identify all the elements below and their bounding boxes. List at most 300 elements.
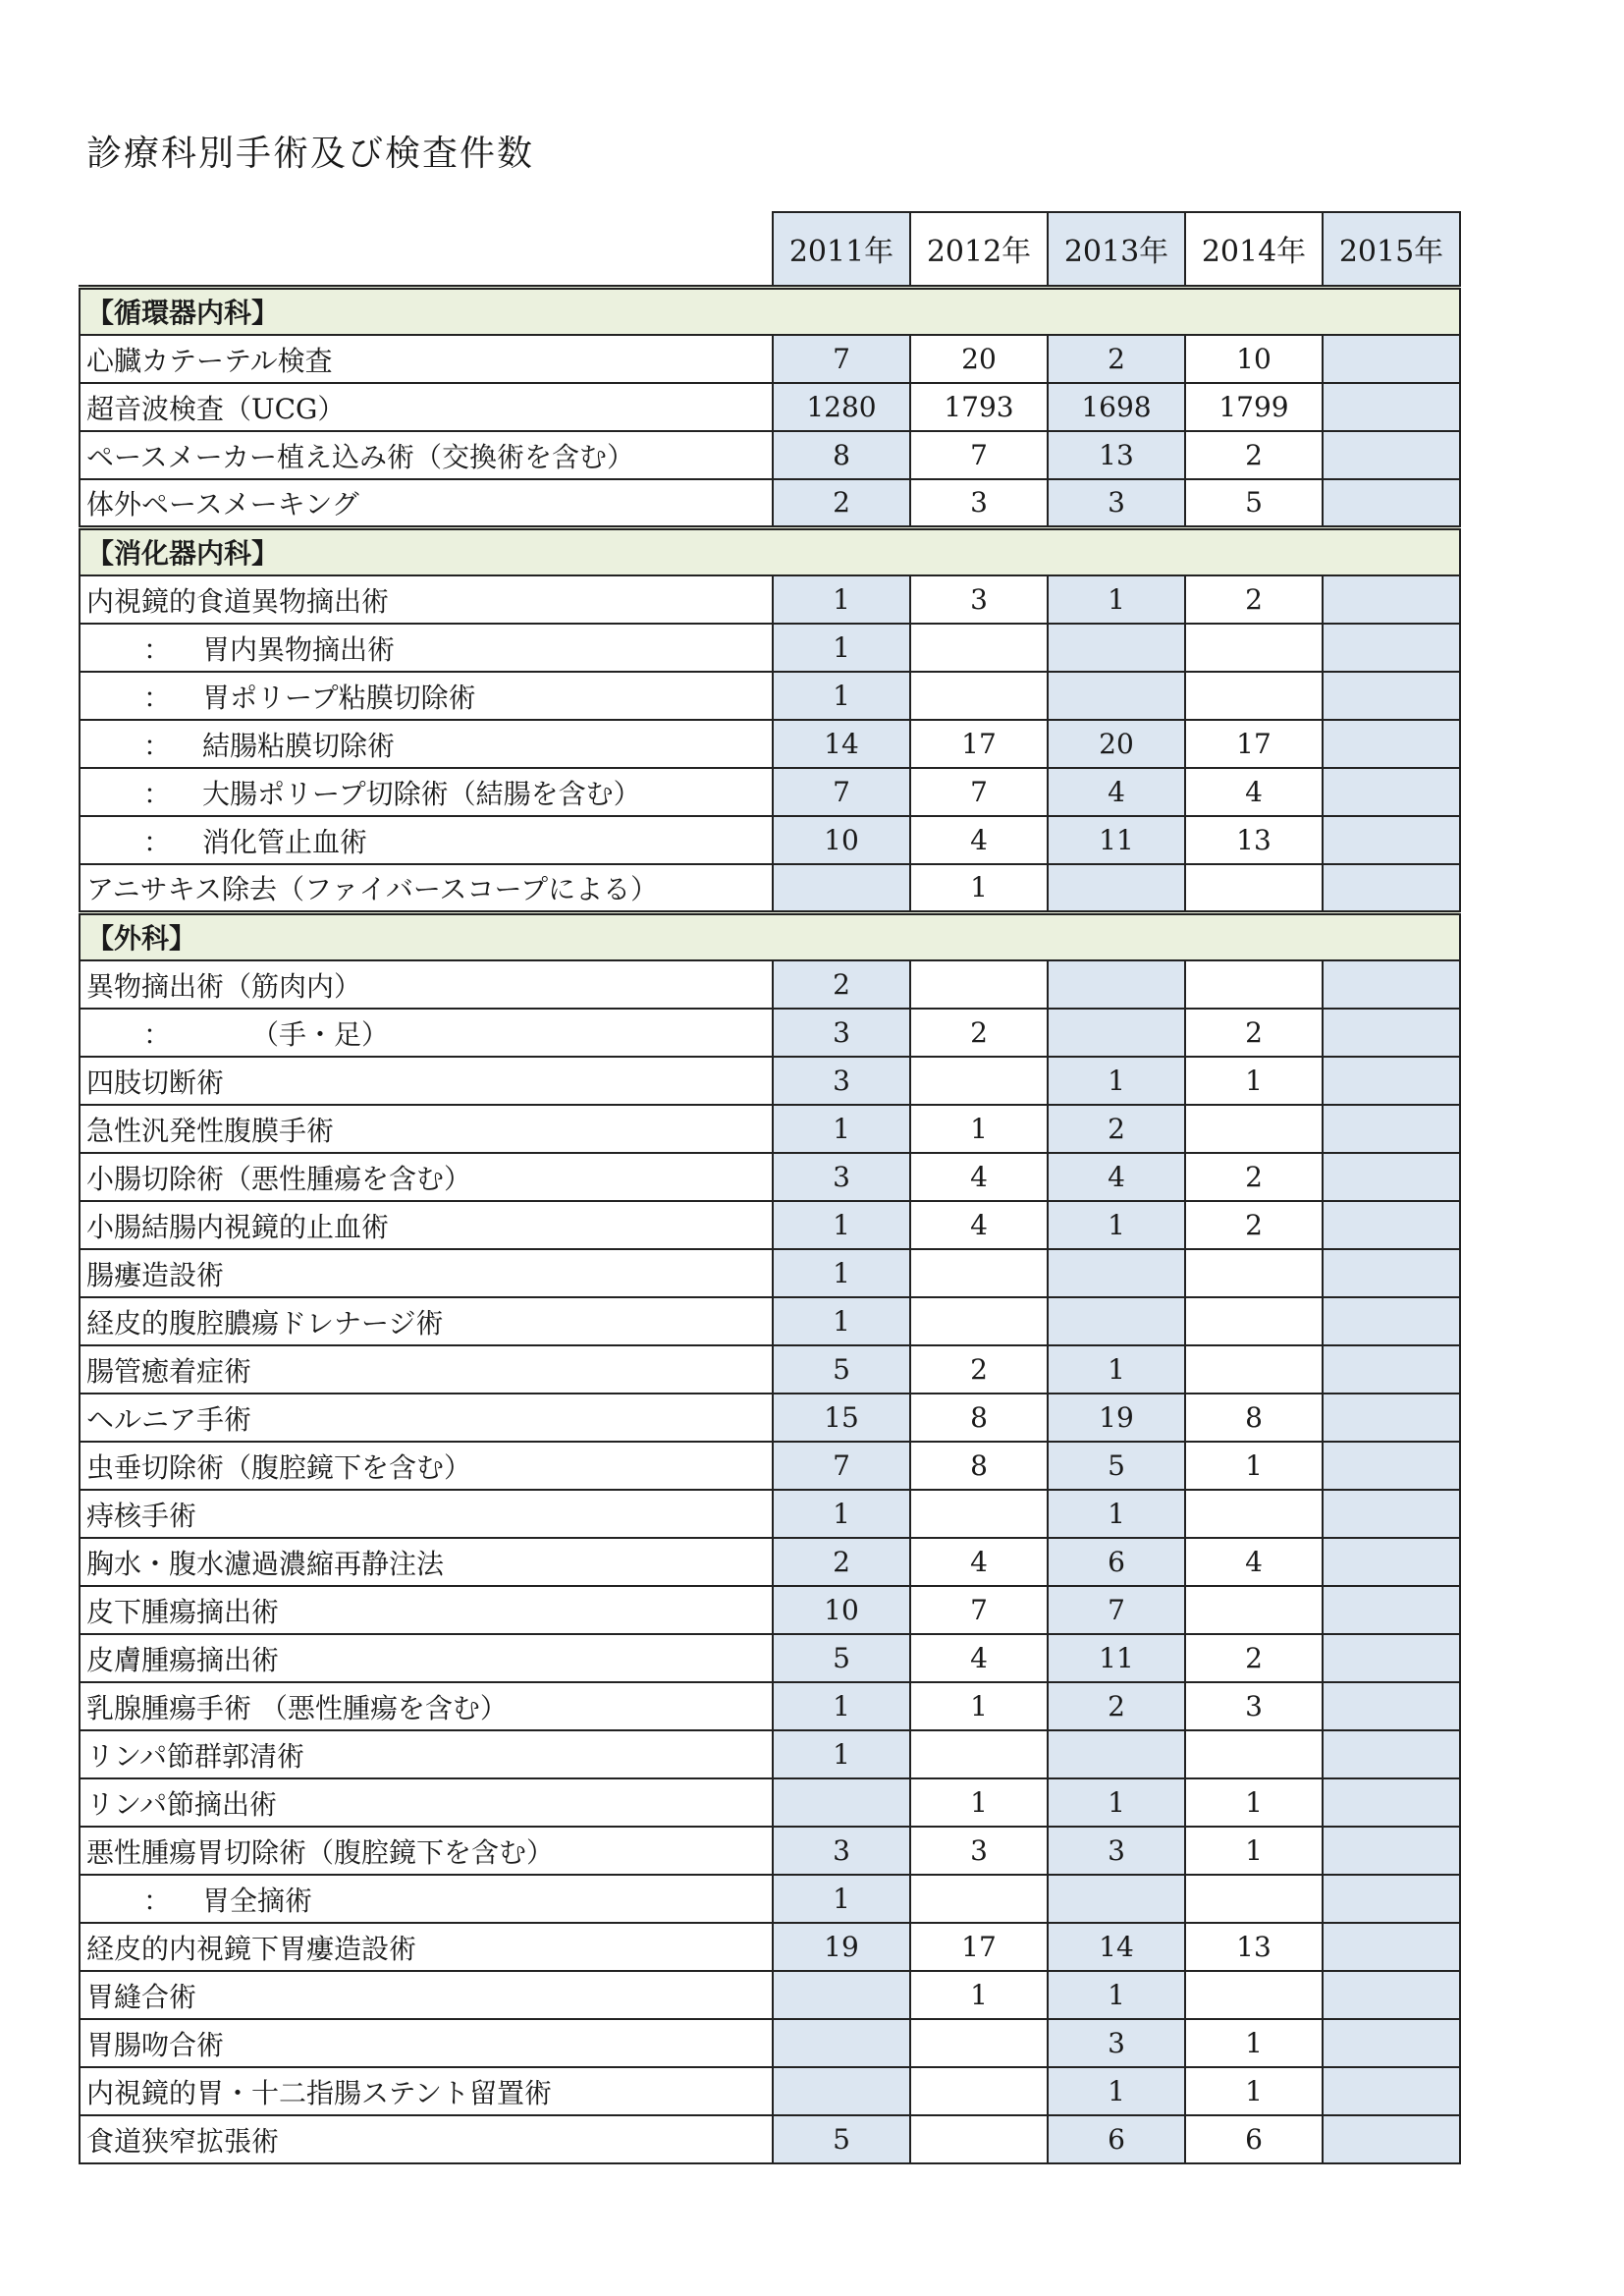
row-label bbox=[80, 1442, 773, 1490]
row-label bbox=[80, 1538, 773, 1586]
table-row bbox=[80, 1394, 1460, 1442]
count-cell: 7 bbox=[910, 1586, 1048, 1634]
row-label bbox=[80, 1923, 773, 1971]
count-cell bbox=[1323, 479, 1460, 527]
table-row bbox=[80, 1634, 1460, 1682]
row-label-text: （手・足） bbox=[251, 1017, 390, 1051]
count-cell bbox=[1323, 1634, 1460, 1682]
count-cell: 1 bbox=[1048, 1057, 1185, 1105]
table-row bbox=[80, 1057, 1460, 1105]
count-cell bbox=[1323, 672, 1460, 720]
row-label bbox=[80, 1153, 773, 1201]
page-title: 診療科別手術及び検査件数 bbox=[86, 134, 535, 174]
count-cell bbox=[1185, 1105, 1323, 1153]
count-cell: 3 bbox=[910, 575, 1048, 624]
row-label-text: 体外ペースメーキング bbox=[86, 487, 359, 520]
count-cell: 1 bbox=[910, 1971, 1048, 2019]
sub-item-marker: ： bbox=[143, 729, 172, 762]
count-cell bbox=[910, 1875, 1048, 1923]
count-cell: 2 bbox=[1185, 431, 1323, 479]
count-cell bbox=[1323, 431, 1460, 479]
count-cell: 2 bbox=[1185, 1153, 1323, 1201]
count-cell: 1698 bbox=[1048, 383, 1185, 431]
row-label bbox=[80, 1682, 773, 1730]
count-cell: 3 bbox=[910, 1827, 1048, 1875]
count-cell bbox=[1323, 1345, 1460, 1394]
count-cell bbox=[910, 624, 1048, 672]
row-label bbox=[80, 575, 773, 624]
row-label-text: 四肢切断術 bbox=[86, 1066, 225, 1099]
section-heading: 【外科】 bbox=[80, 912, 1460, 960]
row-label-text: 急性汎発性腹膜手術 bbox=[86, 1114, 335, 1147]
row-label bbox=[80, 383, 773, 431]
count-cell: 3 bbox=[773, 1009, 910, 1057]
count-cell: 4 bbox=[910, 1153, 1048, 1201]
section-row bbox=[80, 287, 1460, 335]
count-cell: 1 bbox=[1048, 1778, 1185, 1827]
count-cell: 1 bbox=[773, 672, 910, 720]
count-cell: 7 bbox=[773, 1442, 910, 1490]
row-label bbox=[80, 2019, 773, 2067]
count-cell: 1 bbox=[773, 624, 910, 672]
section-row bbox=[80, 912, 1460, 960]
row-label bbox=[80, 768, 773, 816]
count-cell: 3 bbox=[773, 1153, 910, 1201]
count-cell: 4 bbox=[1185, 768, 1323, 816]
count-cell: 4 bbox=[910, 816, 1048, 864]
count-cell bbox=[910, 2019, 1048, 2067]
count-cell: 1 bbox=[1185, 1442, 1323, 1490]
count-cell: 14 bbox=[773, 720, 910, 768]
count-cell bbox=[1323, 2019, 1460, 2067]
count-cell bbox=[910, 1297, 1048, 1345]
count-cell: 1 bbox=[773, 1105, 910, 1153]
row-label bbox=[80, 479, 773, 527]
count-cell: 1 bbox=[1185, 1778, 1323, 1827]
table-row bbox=[80, 1923, 1460, 1971]
count-cell: 1 bbox=[1048, 1490, 1185, 1538]
count-cell: 13 bbox=[1048, 431, 1185, 479]
row-label bbox=[80, 1105, 773, 1153]
table-row bbox=[80, 1586, 1460, 1634]
count-cell bbox=[910, 2067, 1048, 2115]
count-cell: 2 bbox=[910, 1345, 1048, 1394]
count-cell: 7 bbox=[1048, 1586, 1185, 1634]
sub-item-marker: ： bbox=[143, 777, 172, 810]
count-cell bbox=[1185, 624, 1323, 672]
count-cell: 1 bbox=[910, 864, 1048, 912]
count-cell: 1 bbox=[773, 1249, 910, 1297]
count-cell bbox=[1185, 1249, 1323, 1297]
table-row bbox=[80, 1778, 1460, 1827]
year-header: 2012年 bbox=[910, 212, 1048, 287]
row-label-text: 消化管止血術 bbox=[202, 825, 368, 858]
row-label bbox=[80, 1875, 773, 1923]
table-row bbox=[80, 1538, 1460, 1586]
count-cell: 11 bbox=[1048, 816, 1185, 864]
row-label bbox=[80, 1201, 773, 1249]
count-cell: 11 bbox=[1048, 1634, 1185, 1682]
table-row bbox=[80, 720, 1460, 768]
count-cell: 8 bbox=[910, 1442, 1048, 1490]
count-cell bbox=[773, 864, 910, 912]
count-cell bbox=[1323, 960, 1460, 1009]
count-cell: 10 bbox=[1185, 335, 1323, 383]
count-cell bbox=[910, 1490, 1048, 1538]
table-row bbox=[80, 768, 1460, 816]
count-cell: 3 bbox=[1185, 1682, 1323, 1730]
count-cell: 1799 bbox=[1185, 383, 1323, 431]
row-label-text: 経皮的内視鏡下胃瘻造設術 bbox=[86, 1932, 417, 1965]
count-cell: 4 bbox=[910, 1634, 1048, 1682]
count-cell: 1 bbox=[773, 1490, 910, 1538]
table-row bbox=[80, 1201, 1460, 1249]
count-cell bbox=[1323, 1009, 1460, 1057]
row-label-text: 乳腺腫瘍手術 （悪性腫瘍を含む） bbox=[86, 1691, 508, 1724]
count-cell: 13 bbox=[1185, 816, 1323, 864]
count-cell: 5 bbox=[773, 1345, 910, 1394]
row-label-text: アニサキス除去（ファイバースコープによる） bbox=[86, 872, 659, 905]
count-cell bbox=[1048, 624, 1185, 672]
row-label bbox=[80, 720, 773, 768]
row-label bbox=[80, 960, 773, 1009]
header-row bbox=[80, 212, 1460, 287]
count-cell bbox=[1048, 960, 1185, 1009]
row-label bbox=[80, 1490, 773, 1538]
row-label bbox=[80, 864, 773, 912]
year-header: 2014年 bbox=[1185, 212, 1323, 287]
count-cell bbox=[1323, 1490, 1460, 1538]
count-cell bbox=[1185, 1971, 1323, 2019]
count-cell bbox=[1323, 1394, 1460, 1442]
count-cell bbox=[1048, 1249, 1185, 1297]
count-cell bbox=[910, 1730, 1048, 1778]
table-row bbox=[80, 575, 1460, 624]
count-cell: 2 bbox=[1185, 575, 1323, 624]
row-label bbox=[80, 1586, 773, 1634]
row-label-text: 超音波検査（UCG） bbox=[86, 392, 346, 425]
count-cell bbox=[910, 960, 1048, 1009]
row-label-text: ヘルニア手術 bbox=[86, 1402, 252, 1436]
count-cell: 1 bbox=[1048, 575, 1185, 624]
count-cell bbox=[1323, 768, 1460, 816]
table-row bbox=[80, 479, 1460, 527]
row-label-text: 経皮的腹腔膿瘍ドレナージ術 bbox=[86, 1306, 444, 1339]
count-cell: 5 bbox=[773, 1634, 910, 1682]
sub-item-marker: ： bbox=[143, 681, 172, 714]
count-cell: 10 bbox=[773, 1586, 910, 1634]
count-cell: 2 bbox=[1185, 1009, 1323, 1057]
row-label-text: 心臓カテーテル検査 bbox=[86, 344, 333, 377]
header-blank-cell bbox=[80, 212, 773, 287]
count-cell bbox=[1323, 1827, 1460, 1875]
row-label bbox=[80, 1297, 773, 1345]
table-row bbox=[80, 1827, 1460, 1875]
count-cell: 3 bbox=[1048, 1827, 1185, 1875]
count-cell bbox=[1048, 1730, 1185, 1778]
count-cell bbox=[1323, 1682, 1460, 1730]
count-cell bbox=[1323, 1875, 1460, 1923]
count-cell: 1 bbox=[910, 1778, 1048, 1827]
year-header: 2011年 bbox=[773, 212, 910, 287]
count-cell: 3 bbox=[1048, 2019, 1185, 2067]
count-cell: 8 bbox=[1185, 1394, 1323, 1442]
row-label bbox=[80, 1249, 773, 1297]
count-cell: 2 bbox=[1048, 1105, 1185, 1153]
count-cell: 1 bbox=[1185, 1827, 1323, 1875]
count-cell: 1 bbox=[1185, 2019, 1323, 2067]
row-label-text: 痔核手術 bbox=[86, 1499, 197, 1532]
count-cell: 1 bbox=[910, 1105, 1048, 1153]
table-row bbox=[80, 431, 1460, 479]
table-row bbox=[80, 1971, 1460, 2019]
count-cell bbox=[1048, 1297, 1185, 1345]
count-cell bbox=[1323, 1249, 1460, 1297]
count-cell bbox=[1323, 1297, 1460, 1345]
count-cell: 2 bbox=[773, 960, 910, 1009]
row-label-text: リンパ節群郭清術 bbox=[86, 1739, 305, 1773]
row-label-text: 食道狭窄拡張術 bbox=[86, 2124, 280, 2158]
count-cell bbox=[1185, 1490, 1323, 1538]
count-cell: 1 bbox=[1185, 2067, 1323, 2115]
count-cell bbox=[1185, 1875, 1323, 1923]
count-cell bbox=[1185, 960, 1323, 1009]
row-label-text: 胃全摘術 bbox=[202, 1884, 313, 1917]
count-cell: 1 bbox=[773, 1682, 910, 1730]
table-row bbox=[80, 864, 1460, 912]
row-label-text: 虫垂切除術（腹腔鏡下を含む） bbox=[86, 1450, 472, 1484]
count-cell: 2 bbox=[1185, 1201, 1323, 1249]
count-cell: 20 bbox=[910, 335, 1048, 383]
sub-item-marker: ： bbox=[143, 632, 172, 666]
row-label bbox=[80, 1778, 773, 1827]
count-cell bbox=[1185, 1730, 1323, 1778]
count-cell: 7 bbox=[773, 768, 910, 816]
count-cell bbox=[773, 1778, 910, 1827]
row-label-text: 胃縫合術 bbox=[86, 1980, 197, 2013]
sub-item-marker: ： bbox=[143, 1884, 172, 1917]
sub-item-marker: ： bbox=[143, 825, 172, 858]
count-cell: 4 bbox=[1048, 1153, 1185, 1201]
count-cell: 3 bbox=[910, 479, 1048, 527]
table-row bbox=[80, 960, 1460, 1009]
row-label-text: 大腸ポリープ切除術（結腸を含む） bbox=[202, 777, 641, 810]
count-cell bbox=[1323, 1201, 1460, 1249]
count-cell: 7 bbox=[910, 768, 1048, 816]
count-cell: 1280 bbox=[773, 383, 910, 431]
count-cell: 4 bbox=[910, 1201, 1048, 1249]
table-row bbox=[80, 672, 1460, 720]
count-cell bbox=[1323, 1778, 1460, 1827]
count-cell: 19 bbox=[773, 1923, 910, 1971]
row-label-text: 胸水・腹水濾過濃縮再静注法 bbox=[86, 1547, 445, 1580]
count-cell bbox=[1323, 864, 1460, 912]
table-row bbox=[80, 1875, 1460, 1923]
count-cell bbox=[1323, 2067, 1460, 2115]
section-heading: 【消化器内科】 bbox=[80, 527, 1460, 575]
procedure-count-table bbox=[79, 211, 1461, 2164]
count-cell bbox=[773, 2067, 910, 2115]
count-cell: 3 bbox=[773, 1827, 910, 1875]
count-cell: 15 bbox=[773, 1394, 910, 1442]
row-label-text: 腸管癒着症術 bbox=[86, 1354, 252, 1388]
count-cell: 7 bbox=[910, 431, 1048, 479]
count-cell: 2 bbox=[773, 1538, 910, 1586]
row-label bbox=[80, 672, 773, 720]
count-cell bbox=[1323, 383, 1460, 431]
table-row bbox=[80, 1730, 1460, 1778]
table-row bbox=[80, 816, 1460, 864]
row-label bbox=[80, 335, 773, 383]
count-cell: 1 bbox=[773, 1730, 910, 1778]
count-cell bbox=[1323, 335, 1460, 383]
row-label bbox=[80, 1827, 773, 1875]
count-cell bbox=[1323, 1538, 1460, 1586]
count-cell bbox=[1323, 816, 1460, 864]
count-cell: 1 bbox=[773, 1297, 910, 1345]
count-cell: 2 bbox=[910, 1009, 1048, 1057]
row-label bbox=[80, 1345, 773, 1394]
table-row bbox=[80, 1249, 1460, 1297]
count-cell bbox=[1185, 1297, 1323, 1345]
sub-item-marker: ： bbox=[143, 1017, 172, 1051]
count-cell: 1 bbox=[773, 1875, 910, 1923]
table-row bbox=[80, 1345, 1460, 1394]
count-cell bbox=[1323, 1105, 1460, 1153]
row-label-text: 内視鏡的胃・十二指腸ステント留置術 bbox=[86, 2076, 553, 2109]
table-row bbox=[80, 1153, 1460, 1201]
count-cell: 5 bbox=[1048, 1442, 1185, 1490]
count-cell: 17 bbox=[1185, 720, 1323, 768]
row-label bbox=[80, 1009, 773, 1057]
table-row bbox=[80, 1682, 1460, 1730]
count-cell: 1 bbox=[1048, 2067, 1185, 2115]
row-label-text: 皮膚腫瘍摘出術 bbox=[86, 1643, 280, 1676]
row-label-text: 悪性腫瘍胃切除術（腹腔鏡下を含む） bbox=[86, 1835, 555, 1869]
table-row bbox=[80, 1442, 1460, 1490]
table-row bbox=[80, 383, 1460, 431]
count-cell: 4 bbox=[910, 1538, 1048, 1586]
row-label bbox=[80, 1057, 773, 1105]
count-cell bbox=[910, 1249, 1048, 1297]
count-cell bbox=[1048, 1009, 1185, 1057]
count-cell: 2 bbox=[1048, 1682, 1185, 1730]
row-label-text: 内視鏡的食道異物摘出術 bbox=[86, 584, 390, 618]
count-cell: 7 bbox=[773, 335, 910, 383]
count-cell: 1 bbox=[1048, 1345, 1185, 1394]
count-cell bbox=[1185, 864, 1323, 912]
row-label-text: 小腸切除術（悪性腫瘍を含む） bbox=[86, 1162, 472, 1195]
count-cell: 1 bbox=[1048, 1971, 1185, 2019]
table-row bbox=[80, 1009, 1460, 1057]
count-cell: 17 bbox=[910, 720, 1048, 768]
count-cell: 20 bbox=[1048, 720, 1185, 768]
count-cell bbox=[1323, 720, 1460, 768]
row-label-text: 異物摘出術（筋肉内） bbox=[86, 969, 362, 1003]
count-cell bbox=[1185, 1345, 1323, 1394]
table-row bbox=[80, 1105, 1460, 1153]
count-cell bbox=[1323, 624, 1460, 672]
row-label bbox=[80, 624, 773, 672]
section-row bbox=[80, 527, 1460, 575]
row-label bbox=[80, 2067, 773, 2115]
count-cell bbox=[1048, 672, 1185, 720]
count-cell: 4 bbox=[1185, 1538, 1323, 1586]
count-cell: 8 bbox=[910, 1394, 1048, 1442]
count-cell bbox=[910, 1057, 1048, 1105]
count-cell: 17 bbox=[910, 1923, 1048, 1971]
row-label bbox=[80, 816, 773, 864]
count-cell bbox=[773, 1971, 910, 2019]
count-cell: 1793 bbox=[910, 383, 1048, 431]
table-row bbox=[80, 2019, 1460, 2067]
count-cell: 8 bbox=[773, 431, 910, 479]
count-cell bbox=[1048, 864, 1185, 912]
count-cell: 1 bbox=[1185, 1057, 1323, 1105]
count-cell bbox=[1323, 1586, 1460, 1634]
table-row bbox=[80, 1297, 1460, 1345]
count-cell: 2 bbox=[773, 479, 910, 527]
count-cell: 19 bbox=[1048, 1394, 1185, 1442]
count-cell: 1 bbox=[910, 1682, 1048, 1730]
count-cell: 3 bbox=[1048, 479, 1185, 527]
count-cell: 10 bbox=[773, 816, 910, 864]
count-cell: 2 bbox=[1185, 1634, 1323, 1682]
row-label-text: ペースメーカー植え込み術（交換術を含む） bbox=[86, 440, 635, 473]
table-row bbox=[80, 2067, 1460, 2115]
count-cell: 1 bbox=[773, 575, 910, 624]
count-cell bbox=[910, 2115, 1048, 2163]
count-cell bbox=[1323, 1971, 1460, 2019]
table-body bbox=[80, 212, 1460, 2163]
count-cell bbox=[1323, 1442, 1460, 1490]
count-cell: 1 bbox=[773, 1201, 910, 1249]
count-cell bbox=[1048, 1875, 1185, 1923]
count-cell: 4 bbox=[1048, 768, 1185, 816]
count-cell bbox=[1185, 1586, 1323, 1634]
row-label bbox=[80, 1971, 773, 2019]
count-cell bbox=[1323, 1153, 1460, 1201]
count-cell: 5 bbox=[1185, 479, 1323, 527]
table-row bbox=[80, 2115, 1460, 2163]
section-heading: 【循環器内科】 bbox=[80, 287, 1460, 335]
row-label bbox=[80, 431, 773, 479]
count-cell bbox=[1323, 1057, 1460, 1105]
count-cell bbox=[773, 2019, 910, 2067]
row-label-text: 小腸結腸内視鏡的止血術 bbox=[86, 1210, 390, 1243]
count-cell bbox=[1185, 672, 1323, 720]
count-cell: 6 bbox=[1185, 2115, 1323, 2163]
table-row bbox=[80, 335, 1460, 383]
count-cell: 3 bbox=[773, 1057, 910, 1105]
table-row bbox=[80, 1490, 1460, 1538]
row-label-text: リンパ節摘出術 bbox=[86, 1787, 278, 1821]
row-label bbox=[80, 1730, 773, 1778]
row-label bbox=[80, 1394, 773, 1442]
count-cell: 5 bbox=[773, 2115, 910, 2163]
row-label bbox=[80, 2115, 773, 2163]
count-cell bbox=[910, 672, 1048, 720]
count-cell: 2 bbox=[1048, 335, 1185, 383]
count-cell: 13 bbox=[1185, 1923, 1323, 1971]
year-header: 2015年 bbox=[1323, 212, 1460, 287]
row-label-text: 皮下腫瘍摘出術 bbox=[86, 1595, 280, 1628]
count-cell: 14 bbox=[1048, 1923, 1185, 1971]
count-cell bbox=[1323, 1730, 1460, 1778]
count-cell bbox=[1323, 575, 1460, 624]
year-header: 2013年 bbox=[1048, 212, 1185, 287]
count-cell: 1 bbox=[1048, 1201, 1185, 1249]
